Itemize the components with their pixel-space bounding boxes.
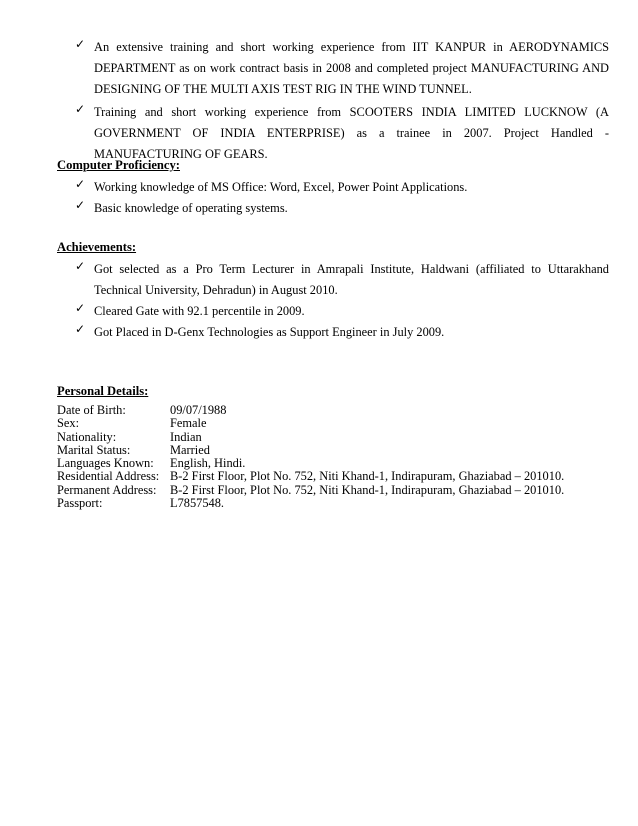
check-icon: ✓ — [75, 102, 86, 116]
detail-value: Female — [170, 416, 207, 431]
detail-label: Marital Status: — [57, 442, 131, 457]
check-icon: ✓ — [75, 301, 86, 315]
list-item — [75, 322, 609, 343]
list-item-text: Working knowledge of MS Office: Word, Excel, Power Point Applications. — [94, 180, 468, 194]
achievements-list — [75, 259, 609, 343]
detail-row — [57, 457, 564, 470]
list-item — [75, 259, 609, 301]
detail-value: L7857548. — [170, 496, 225, 511]
detail-value: B-2 First Floor, Plot No. 752, Niti Khand-1, Indirapuram, Ghaziabad – 201010. — [170, 482, 565, 497]
detail-row — [57, 497, 564, 510]
list-item — [75, 102, 609, 165]
computer-proficiency-list — [75, 177, 609, 219]
detail-row — [57, 444, 564, 457]
detail-label: Languages Known: — [57, 456, 154, 471]
detail-value: English, Hindi. — [170, 456, 246, 471]
detail-label: Permanent Address: — [57, 482, 157, 497]
detail-label: Date of Birth: — [57, 403, 126, 417]
detail-label: Nationality: — [57, 429, 117, 444]
list-item-text: Got Placed in D-Genx Technologies as Support Engineer in July 2009. — [94, 325, 445, 339]
list-item-text: Cleared Gate with 92.1 percentile in 2009. — [94, 304, 305, 318]
detail-label: Passport: — [57, 496, 103, 511]
list-item-text: Training and short working experience from SCOOTERS INDIA LIMITED LUCKNOW (A GOVERNMENT OF INDIA ENTERPRISE) as a trainee in 2007. Project Handled - MANUFACTURING OF GEARS. — [94, 105, 609, 161]
list-item — [75, 37, 609, 100]
personal-details-table — [57, 404, 564, 510]
check-icon: ✓ — [75, 177, 86, 191]
list-item-text: Got selected as a Pro Term Lecturer in Amrapali Institute, Haldwani (affiliated to Uttarakhand Technical University, Dehradun) in August 2010. — [94, 262, 609, 297]
check-icon: ✓ — [75, 322, 86, 336]
check-icon: ✓ — [75, 37, 86, 51]
computer-proficiency-heading: Computer Proficiency: — [57, 158, 180, 172]
detail-row — [57, 404, 564, 417]
experience-list — [75, 37, 609, 165]
detail-value: Indian — [170, 429, 202, 444]
detail-row — [57, 470, 564, 483]
personal-details-heading — [57, 385, 148, 398]
detail-row — [57, 431, 564, 444]
list-item — [75, 177, 609, 198]
detail-label: Sex: — [57, 416, 80, 431]
list-item — [75, 198, 609, 219]
detail-value: Married — [170, 442, 210, 457]
list-item-text: Basic knowledge of operating systems. — [94, 201, 288, 215]
check-icon: ✓ — [75, 198, 86, 212]
detail-row — [57, 484, 564, 497]
heading-colon: : — [144, 384, 149, 398]
detail-value: 09/07/1988 — [170, 403, 227, 417]
detail-label: Residential Address: — [57, 469, 160, 484]
achievements-heading: Achievements: — [57, 240, 137, 254]
personal-details-heading-text: Personal Details — [57, 384, 145, 398]
detail-row — [57, 417, 564, 430]
list-item — [75, 301, 609, 322]
detail-value: B-2 First Floor, Plot No. 752, Niti Khand-1, Indirapuram, Ghaziabad – 201010. — [170, 469, 565, 484]
check-icon: ✓ — [75, 259, 86, 273]
list-item-text: An extensive training and short working experience from IIT KANPUR in AERODYNAMICS DEPARTMENT as on work contract basis in 2008 and completed project MANUFACTURING AND DESIGNING OF THE MULTI AXIS TEST RIG IN THE WIND TUNNEL. — [94, 40, 609, 96]
